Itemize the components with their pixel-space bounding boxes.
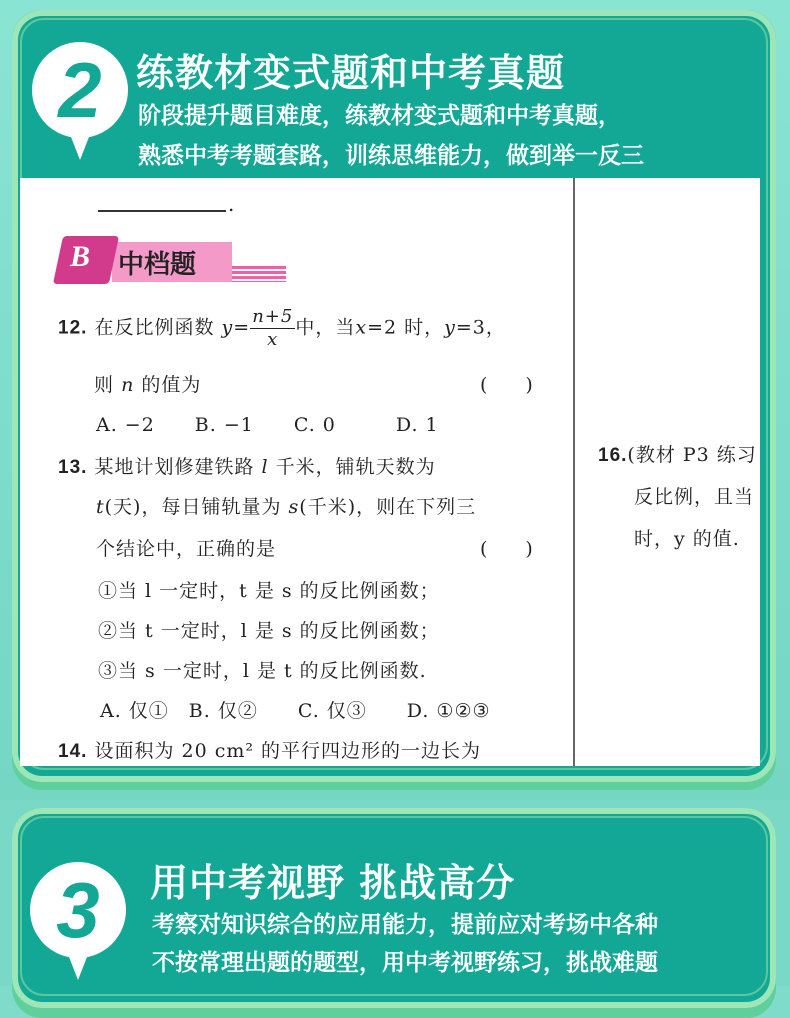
question-13-answer-paren: ( ) [480,538,533,560]
section2-subtitle [138,96,644,176]
section2-subtitle-line1: 阶段提升题目难度，练教材变式题和中考真题， [138,103,621,129]
tag-badge-letter: B [70,240,91,273]
var-n: n [121,374,135,396]
question-13-line3: 个结论中，正确的是 [96,538,277,560]
var-y: y [221,316,234,339]
question-14-text: 设面积为 20 cm² 的平行四边形的一边长为 [94,740,482,762]
question-13-options: A. 仅① B. 仅② C. 仅③ D. ①②③ [100,700,491,722]
question-16-line3: 时，y 的值. [634,528,740,550]
section2-number-pin-icon [32,42,128,160]
question-16-number: 16. [598,445,628,466]
section2-subtitle-line2: 熟悉中考考题套路，训练思维能力，做到举一反三 [138,143,644,169]
question-12-line2-post: 的值为 [141,374,202,396]
column-divider [573,178,575,766]
question-13-number: 13. [58,457,88,478]
question-16-line1 [598,440,757,467]
var-l: l [261,456,269,478]
textbook-page-excerpt [20,178,760,766]
section3-number-pin-icon [30,862,126,980]
question-12-cond: =2 时， [367,316,445,339]
fraction [250,306,295,351]
question-13-conclusion-3: ③当 s 一定时，l 是 t 的反比例函数. [98,660,427,682]
section3-number: 3 [56,866,100,954]
question-12-line1 [58,306,506,351]
question-12-val: =3， [455,316,506,339]
question-13-line1 [58,452,436,479]
var-y2: y [444,316,456,339]
question-13-line2 [96,492,476,519]
answer-blank-line [98,210,226,212]
var-t: t [96,496,105,518]
difficulty-tag [58,236,286,288]
var-x: x [355,316,368,339]
question-16-line1-text: (教材 P3 练习 [627,444,757,466]
question-13-line1-a: 某地计划修建铁路 [94,456,255,478]
question-14-number: 14. [58,741,88,762]
tag-label: 中档题 [118,250,197,280]
question-12-text: 在反比例函数 [94,316,215,339]
question-12-line2-pre: 则 [94,374,115,396]
fraction-numerator: n+5 [252,306,294,327]
section2-number: 2 [58,46,102,134]
question-16-line2: 反比例，且当 [634,486,755,508]
question-13-line1-b: 千米，铺轨天数为 [275,456,436,478]
answer-blank-period: . [228,192,235,216]
question-13-conclusion-1: ①当 l 一定时，t 是 s 的反比例函数； [98,580,440,602]
question-12-line2 [94,370,201,397]
fraction-denominator: x [267,329,279,350]
question-12-answer-paren: ( ) [480,374,533,396]
section3-subtitle-line1: 考察对知识综合的应用能力，提前应对考场中各种 [152,912,658,938]
section3-subtitle [152,906,658,982]
section3-subtitle-line2: 不按常理出题的题型，用中考视野练习，挑战难题 [152,950,658,976]
question-12-number: 12. [58,317,88,339]
question-13-line2-a: (天)，每日铺轨量为 [104,496,282,518]
question-14-line1 [58,736,481,763]
question-12-options: A. −2 B. −1 C. 0 D. 1 [96,414,439,436]
equals-sign: = [233,316,251,339]
question-13-line2-b: (千米)，则在下列三 [299,496,477,518]
section3-title: 用中考视野 挑战高分 [150,861,516,905]
question-13-conclusion-2: ②当 t 一定时，l 是 s 的反比例函数； [98,620,440,642]
section2-title: 练教材变式题和中考真题 [136,51,566,95]
question-12-text-b: 中，当 [295,316,356,339]
var-s: s [288,496,300,518]
